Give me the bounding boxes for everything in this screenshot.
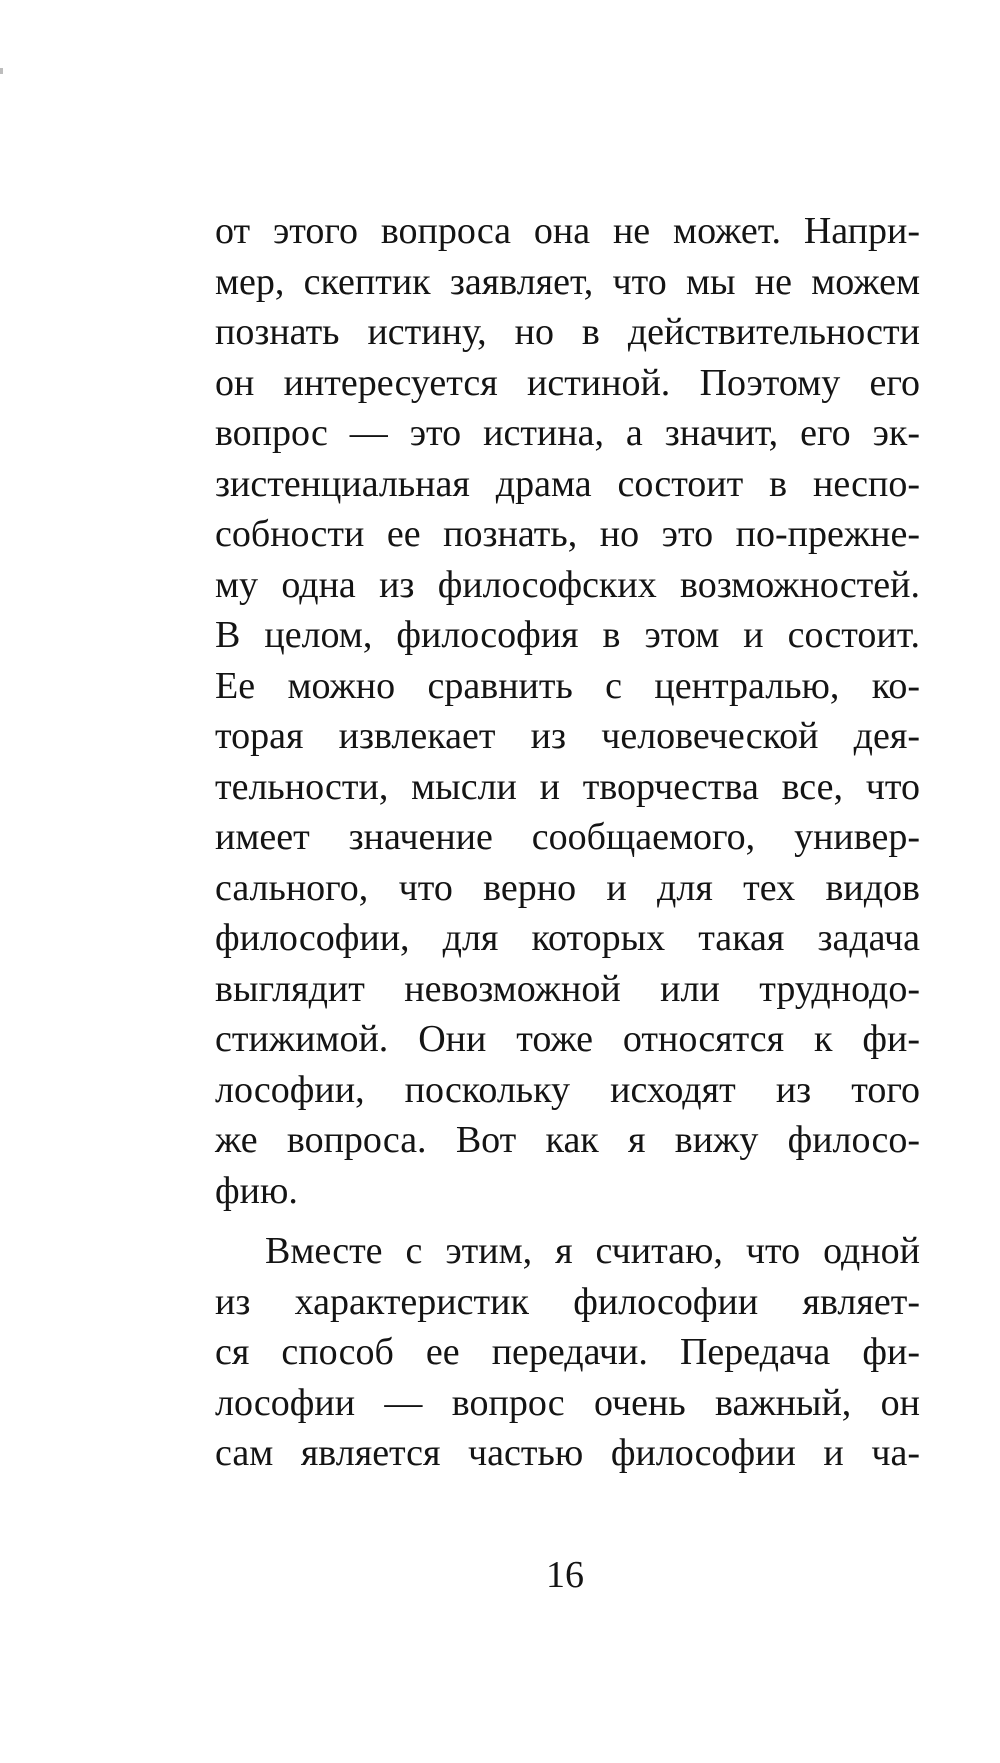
text-line: лософии, поскольку исходят из того: [215, 1068, 920, 1111]
text-line: выглядит невозможной или труднодо-: [215, 967, 920, 1010]
text-line: познать истину, но в действительности: [215, 311, 920, 353]
text-line: Ее можно сравнить с централью, ко-: [215, 664, 920, 707]
text-line: тельности, мысли и творчества все, что: [215, 765, 920, 808]
text-line: сального, что верно и для тех видов: [215, 866, 920, 909]
page-number: 16: [546, 1554, 584, 1596]
text-line: Вместе с этим, я считаю, что одной: [265, 1230, 920, 1272]
text-line: торая извлекает из человеческой дея-: [215, 715, 920, 757]
text-line: имеет значение сообщаемого, универ-: [215, 816, 920, 858]
text-line: лософии — вопрос очень важный, он: [215, 1381, 920, 1424]
text-line: из характеристик философии являет-: [215, 1280, 920, 1323]
text-line: он интересуется истиной. Поэтому его: [215, 361, 920, 404]
text-line: же вопроса. Вот как я вижу филосо-: [215, 1119, 920, 1161]
scan-edge-mark: [0, 68, 3, 74]
text-line: фию.: [215, 1169, 298, 1212]
text-line: му одна из философских возможностей.: [215, 563, 920, 606]
text-line: от этого вопроса она не может. Напри-: [215, 210, 920, 252]
body-text: [215, 206, 920, 1479]
paragraph-2: [215, 1226, 920, 1479]
paragraph-1: [215, 206, 920, 1216]
text-line: В целом, философия в этом и состоит.: [215, 614, 920, 656]
paragraph-gap: [215, 1216, 920, 1226]
text-line: зистенциальная драма состоит в неспо-: [215, 462, 920, 505]
text-line: собности ее познать, но это по-прежне-: [215, 513, 920, 555]
text-line: сам является частью философии и ча-: [215, 1432, 920, 1474]
text-line: философии, для которых такая задача: [215, 917, 920, 959]
text-line: мер, скептик заявляет, что мы не можем: [215, 260, 920, 303]
text-line: вопрос — это истина, а значит, его эк-: [215, 412, 920, 454]
text-line: стижимой. Они тоже относятся к фи-: [215, 1018, 920, 1060]
text-line: ся способ ее передачи. Передача фи-: [215, 1331, 920, 1373]
